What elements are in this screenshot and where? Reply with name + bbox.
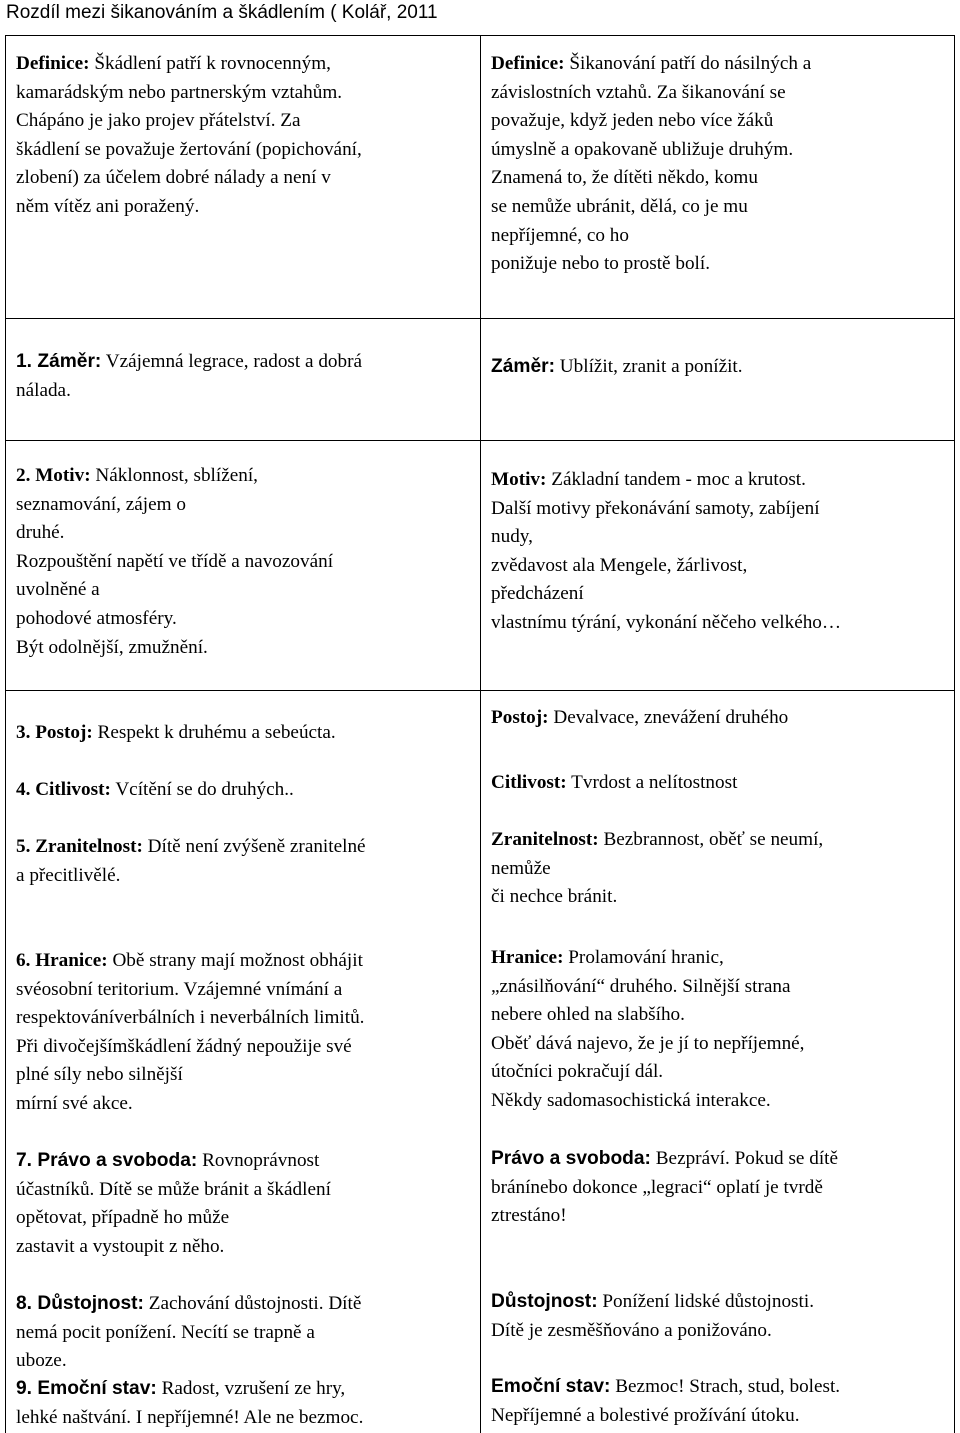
right-citlivost: Citlivost: Tvrdost a nelítostnost — [491, 772, 738, 793]
page-title: Rozdíl mezi šikanováním a škádlením ( Kolář, 2011 — [6, 2, 438, 23]
column-divider — [480, 35, 481, 1433]
left-emocni: 9. Emoční stav: Radost, vzrušení ze hry, lehké naštvání. I nepříjemné! Ale ne bezmoc. — [16, 1378, 364, 1428]
left-zamer: 1. Záměr: Vzájemná legrace, radost a dobrá nálada. — [16, 351, 363, 401]
right-motiv: Motiv: Základní tandem - moc a krutost. Další motivy překonávání samoty, zabíjení nudy, zvědavost ala Mengele, žárlivost, předcházení vlastnímu týrání, vykonání něčeho velkého… — [491, 469, 842, 633]
row-divider — [5, 318, 955, 319]
left-dustojnost: 8. Důstojnost: Zachování důstojnosti. Dítě nemá pocit ponížení. Necítí se trapně a uboze. — [16, 1293, 362, 1372]
right-emocni: Emoční stav: Bezmoc! Strach, stud, bolest. Nepříjemné a bolestivé prožívání útoku. — [491, 1376, 841, 1426]
left-definice: Definice: Škádlení patří k rovnocenným, kamarádským nebo partnerským vztahům. Chápáno je jako projev přátelství. Za škádlení se považuje žertování (popichování, zlobení) za účelem dobré nálady a není v něm vítěz ani poražený. — [16, 53, 362, 217]
left-hranice: 6. Hranice: Obě strany mají možnost obhájit svéosobní teritorium. Vzájemné vnímání a respektováníverbálních i neverbálních limitů. Při divočejšímškádlení žádný nepoužije své plné síly nebo silnější mírní své akce. — [16, 950, 365, 1114]
row-divider — [5, 690, 955, 691]
right-postoj: Postoj: Devalvace, znevážení druhého — [491, 707, 789, 728]
right-pravo: Právo a svoboda: Bezpráví. Pokud se dítě bránínebo dokonce „legraci“ oplatí je tvrdě ztrestáno! — [491, 1148, 838, 1227]
right-hranice: Hranice: Prolamování hranic, „znásilňování“ druhého. Silnější strana nebere ohled na slabšího. Oběť dává najevo, že je jí to nepříjemné, útočníci pokračují dál. Někdy sadomasochistická interakce. — [491, 947, 805, 1111]
left-postoj: 3. Postoj: Respekt k druhému a sebeúcta. — [16, 722, 336, 743]
row-divider — [5, 440, 955, 441]
left-zranitelnost: 5. Zranitelnost: Dítě není zvýšeně zranitelné a přecitlivělé. — [16, 836, 366, 886]
left-pravo: 7. Právo a svoboda: Rovnoprávnost účastníků. Dítě se může bránit a škádlení opětovat, případně ho může zastavit a vystoupit z něho. — [16, 1150, 331, 1257]
right-zranitelnost: Zranitelnost: Bezbrannost, oběť se neumí, nemůže či nechce bránit. — [491, 829, 824, 908]
right-zamer: Záměr: Ublížit, zranit a ponížit. — [491, 356, 743, 377]
right-definice: Definice: Šikanování patří do násilných a závislostních vztahů. Za šikanování se považuje, když jeden nebo více žáků úmyslně a opakovaně ubližuje druhým. Znamená to, že dítěti někdo, komu se nemůže ubránit, dělá, co je mu nepříjemné, co ho ponižuje nebo to prostě bolí. — [491, 53, 812, 275]
left-citlivost: 4. Citlivost: Vcítění se do druhých.. — [16, 779, 294, 800]
right-dustojnost: Důstojnost: Ponížení lidské důstojnosti. Dítě je zesměšňováno a ponižováno. — [491, 1291, 814, 1341]
left-motiv: 2. Motiv: Náklonnost, sblížení, seznamování, zájem o druhé. Rozpouštění napětí ve třídě a navozování uvolněné a pohodové atmosféry. Být odolnější, zmužnění. — [16, 465, 334, 658]
